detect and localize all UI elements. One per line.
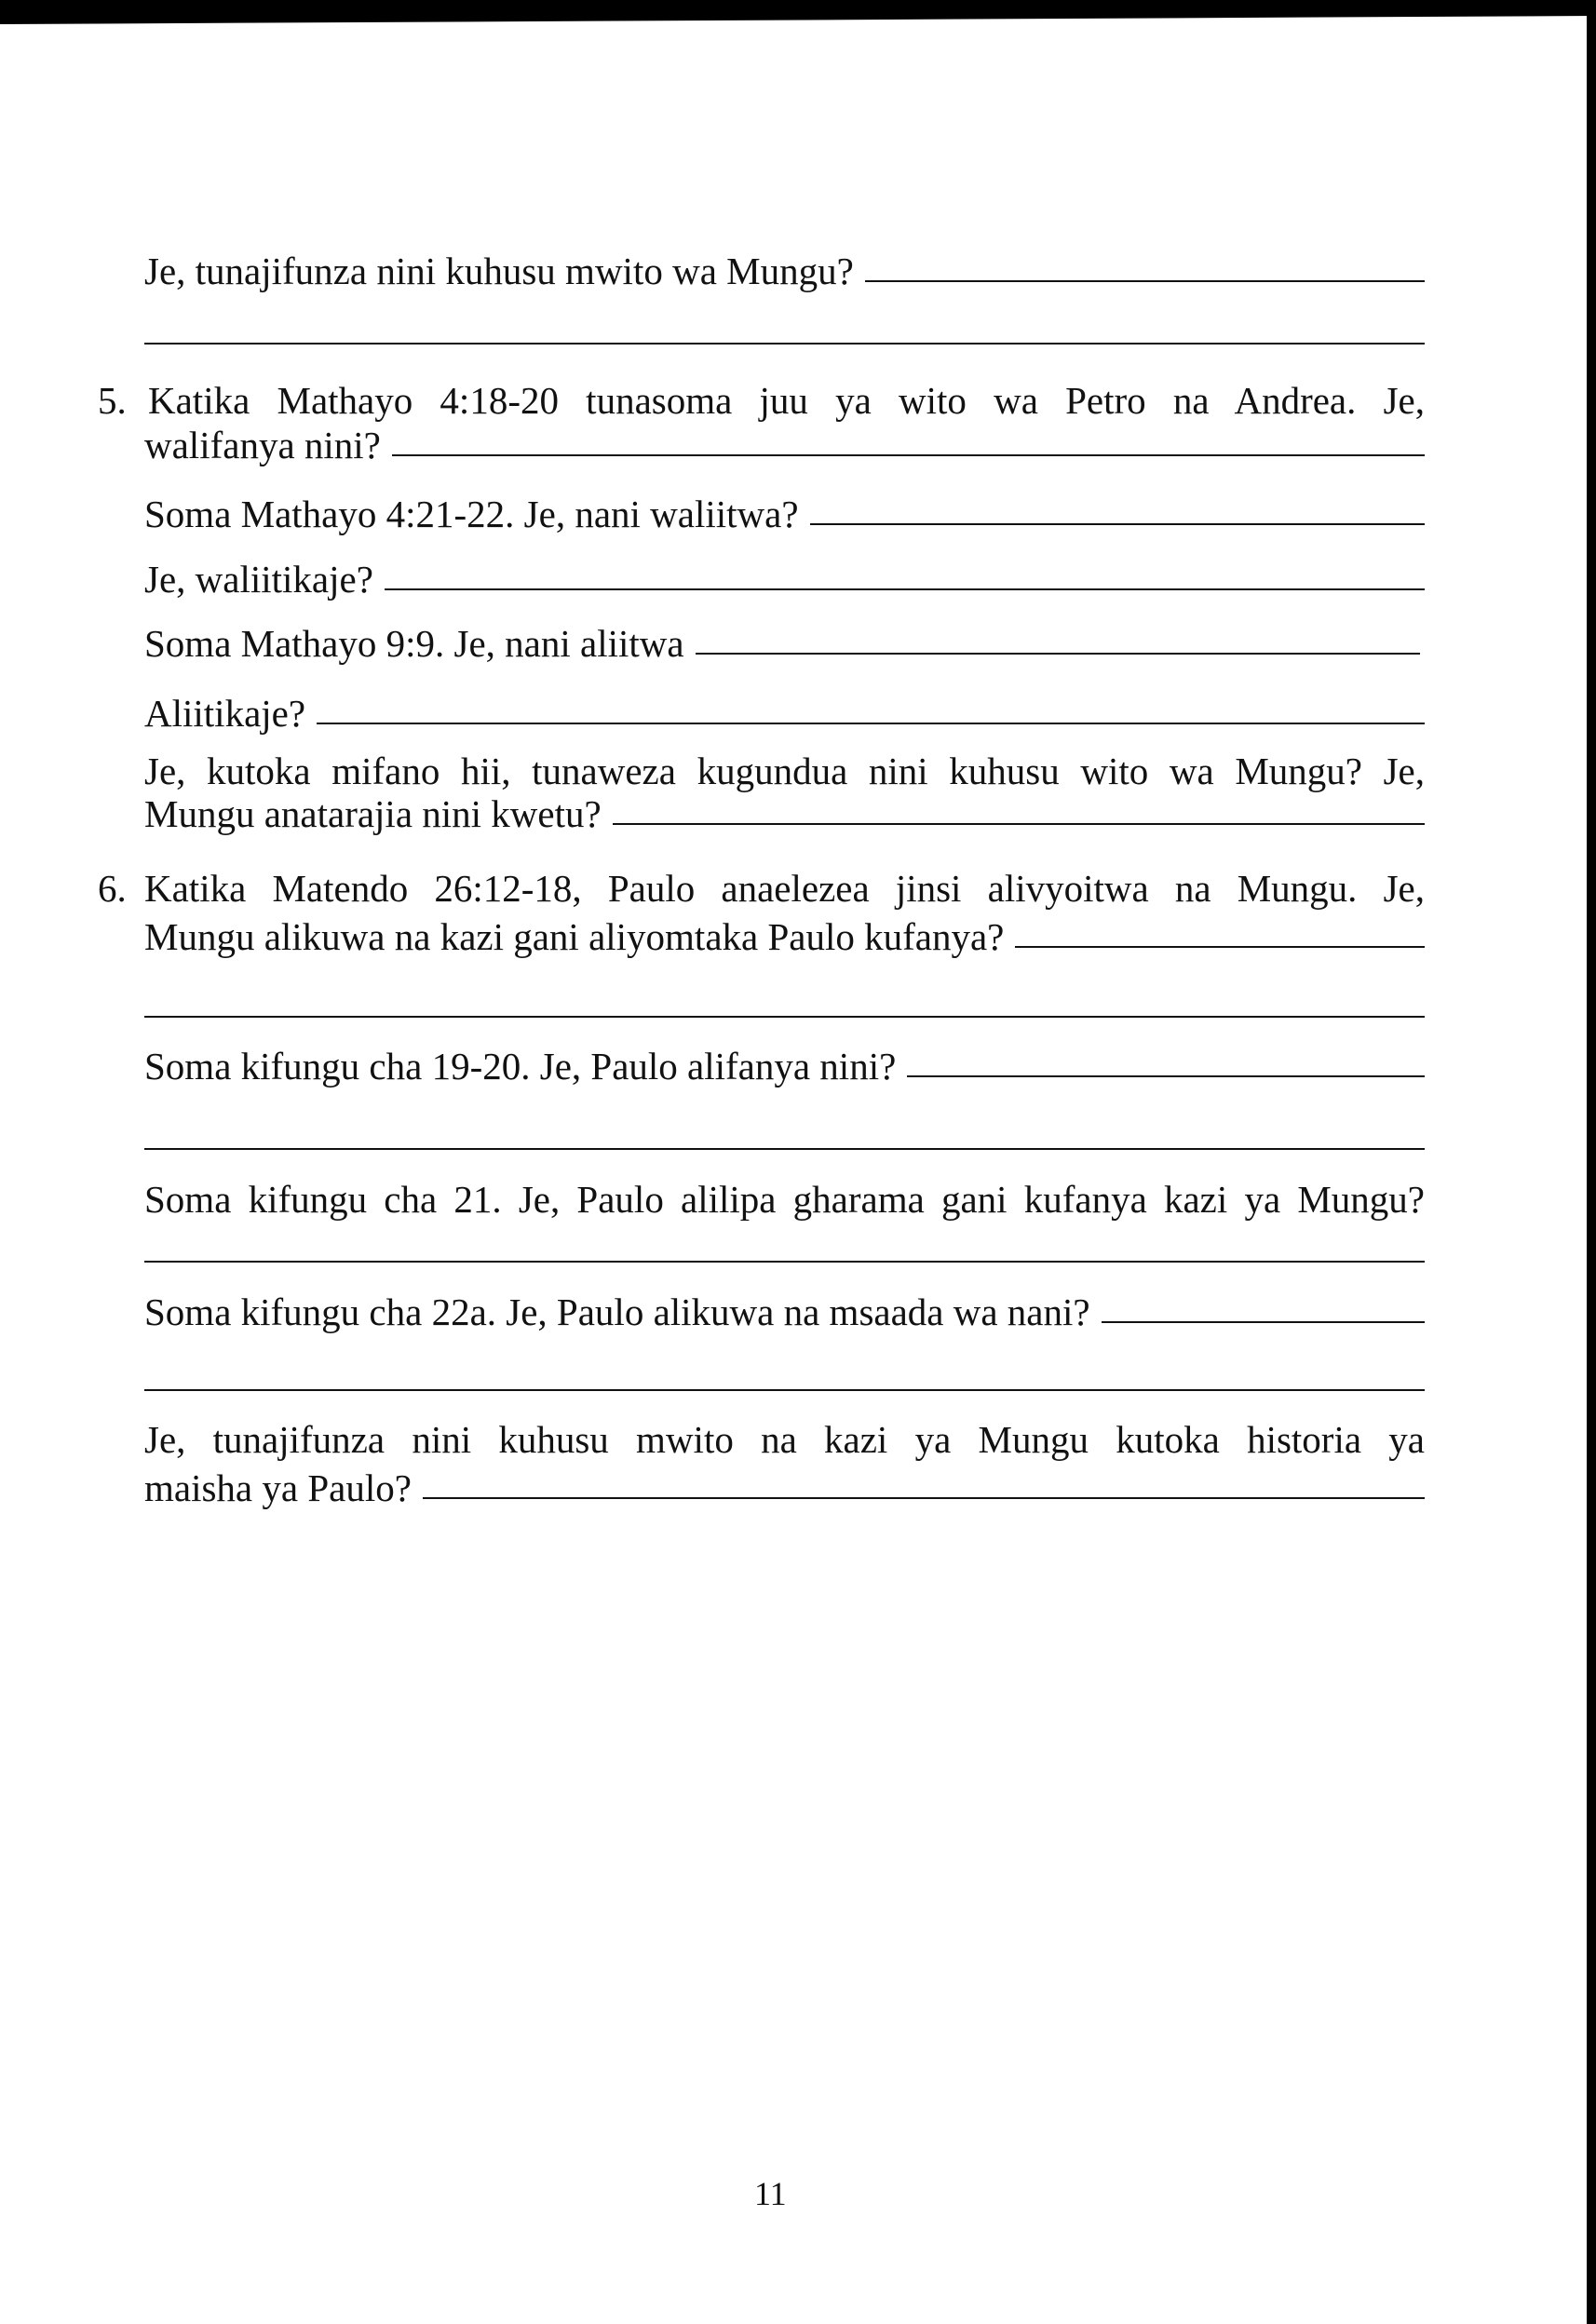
question-6-text: Katika Matendo 26:12-18, Paulo anaelezea jinsi alivyoitwa na Mungu. Je, [144, 867, 1425, 910]
answer-line[interactable] [1102, 1321, 1425, 1323]
scan-border-top [0, 0, 1596, 24]
question-number: 6. [98, 867, 127, 910]
question-text: walifanya nini? [144, 424, 381, 466]
question-6-soma-21: Soma kifungu cha 21. Je, Paulo alilipa gharama gani kufanya kazi ya Mungu? [144, 1178, 1425, 1221]
answer-line[interactable] [1015, 946, 1425, 948]
answer-line[interactable] [144, 1016, 1425, 1018]
question-5-soma-1 [144, 493, 1425, 535]
answer-line[interactable] [144, 1148, 1425, 1150]
answer-line[interactable] [696, 653, 1420, 655]
question-5-soma-2 [144, 622, 1420, 665]
question-text: Mungu alikuwa na kazi gani aliyomtaka Paulo kufanya? [144, 915, 1005, 958]
question-6-soma-19-20 [144, 1045, 1425, 1088]
question-text: Soma Mathayo 9:9. Je, nani aliitwa [144, 622, 684, 665]
question-5-line2 [144, 424, 1425, 466]
question-number: 5. [98, 379, 127, 422]
question-text: Je, tunajifunza nini kuhusu mwito wa Mungu? [144, 250, 854, 292]
answer-line[interactable] [865, 280, 1425, 282]
question-text: Soma kifungu cha 19-20. Je, Paulo alifanya nini? [144, 1045, 897, 1088]
question-6-final-line2 [144, 1466, 1425, 1509]
answer-line[interactable] [810, 523, 1425, 525]
page-number: 11 [754, 2175, 787, 2212]
answer-line[interactable] [907, 1075, 1425, 1077]
question-5-aliitikaje [144, 692, 1425, 735]
question-text: maisha ya Paulo? [144, 1466, 412, 1509]
answer-line[interactable] [144, 1261, 1425, 1263]
question-5-text: Katika Mathayo 4:18-20 tunasoma juu ya wito wa Petro na Andrea. Je, [148, 379, 1425, 422]
question-6-line2 [144, 915, 1425, 958]
answer-line[interactable] [144, 343, 1425, 345]
question-5-mifano-line2 [144, 792, 1425, 835]
question-text: Aliitikaje? [144, 692, 306, 735]
answer-line[interactable] [385, 588, 1425, 590]
question-5-mifano: Je, kutoka mifano hii, tunaweza kugundua nini kuhusu wito wa Mungu? Je, [144, 750, 1425, 792]
answer-line[interactable] [613, 823, 1425, 825]
question-text: Soma kifungu cha 22a. Je, Paulo alikuwa na msaada wa nani? [144, 1290, 1090, 1333]
question-mwito [144, 250, 1425, 292]
question-text: Je, waliitikaje? [144, 558, 373, 601]
question-text: Soma Mathayo 4:21-22. Je, nani waliitwa? [144, 493, 799, 535]
answer-line[interactable] [423, 1497, 1425, 1499]
answer-line[interactable] [392, 454, 1425, 456]
question-text: Mungu anatarajia nini kwetu? [144, 792, 602, 835]
question-6-final: Je, tunajifunza nini kuhusu mwito na kazi ya Mungu kutoka historia ya [144, 1418, 1425, 1461]
question-5-waliitikaje [144, 558, 1425, 601]
answer-line[interactable] [317, 723, 1425, 724]
answer-line[interactable] [144, 1389, 1425, 1391]
question-6-soma-22a [144, 1290, 1425, 1333]
scan-border-right [1587, 0, 1596, 2324]
